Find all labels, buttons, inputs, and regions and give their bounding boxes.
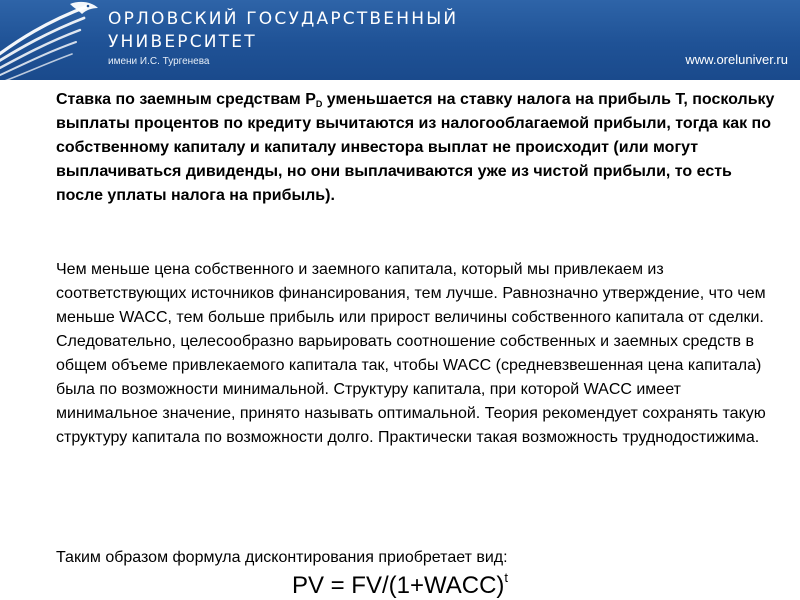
conclusion-text: Таким образом формула дисконтирования приобретает вид: (56, 549, 508, 566)
bold-paragraph-part1: Ставка по заемным средствам P (56, 91, 316, 108)
university-name-line2: УНИВЕРСИТЕТ (108, 32, 257, 52)
university-name-line1: ОРЛОВСКИЙ ГОСУДАРСТВЕННЫЙ (108, 9, 459, 29)
university-name (108, 8, 458, 54)
discount-formula (0, 572, 800, 600)
website-link[interactable]: www.oreluniver.ru (685, 52, 788, 67)
wacc-paragraph: Чем меньше цена собственного и заемного капитала, который мы привлекаем из соответствующих источников финансирования, тем лучше. Равнозначно утверждение, что чем меньше WACC, тем больше прибыль или прирост величины собственного капитала от сделки. Следовательно, целесообразно варьировать соотношение собственных и заемных средств в общем объеме привлекаемого капитала так, чтобы WACC (средневзвешенная цена капитала) была по возможности минимальной. Структуру капитала, при которой WACC имеет минимальное значение, принято называть оптимальной. Теория рекомендует сохранять такую структуру капитала по возможности долго. Практически такая возможность труднодостижима. (56, 261, 766, 446)
university-subtitle: имени И.С. Тургенева (108, 56, 210, 67)
eagle-wing-logo-icon (0, 0, 100, 80)
bold-paragraph (56, 88, 776, 208)
bold-paragraph-part2: уменьшается на ставку налога на прибыль T, поскольку выплаты процентов по кредиту вычитаются из налогооблагаемой прибыли, тогда как по собственному капиталу и капиталу инвестора выплат не происходит (или могут выплачиваться дивиденды, но они выплачиваются уже из чистой прибыли, то есть после уплаты налога на прибыль). (56, 91, 775, 204)
rate-subscript: D (315, 99, 323, 109)
formula-exponent: t (504, 570, 509, 585)
header-banner (0, 0, 800, 80)
formula-main: PV = FV/(1+WACC) (291, 572, 505, 599)
